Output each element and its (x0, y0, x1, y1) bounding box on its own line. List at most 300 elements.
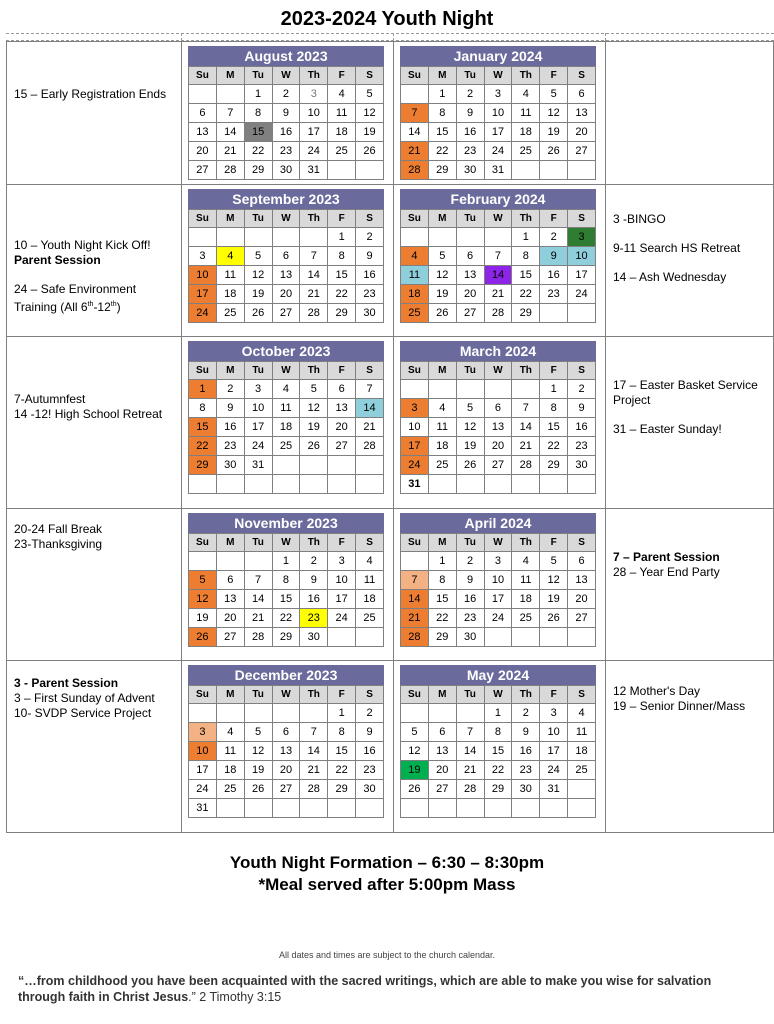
weekday-label: Th (300, 67, 328, 85)
day-cell: 14 (244, 590, 272, 609)
weekday-label: Su (401, 686, 429, 704)
day-cell: 22 (272, 609, 300, 628)
note-line: 31 – Easter Sunday! (613, 422, 722, 436)
day-cell: 22 (328, 761, 356, 780)
empty-cell (300, 475, 328, 494)
empty-cell (401, 85, 429, 104)
weekday-label: W (272, 67, 300, 85)
weekday-label: W (484, 67, 512, 85)
day-cell: 2 (456, 85, 484, 104)
day-cell: 5 (244, 247, 272, 266)
day-cell: 18 (401, 285, 429, 304)
day-cell: 6 (484, 399, 512, 418)
empty-cell (216, 704, 244, 723)
day-cell: 17 (540, 742, 568, 761)
week-row (401, 104, 596, 123)
month-grid (400, 361, 596, 494)
month-grid (188, 685, 384, 818)
note-line: 3 -BINGO (613, 212, 666, 226)
week-row (189, 742, 384, 761)
day-cell: 8 (328, 723, 356, 742)
right-notes (613, 378, 768, 437)
day-cell: 14 (216, 123, 244, 142)
day-cell: 5 (244, 723, 272, 742)
footer-meal-note: *Meal served after 5:00pm Mass (258, 875, 516, 894)
month-calendar (400, 513, 596, 647)
note-line: 14 -12! High School Retreat (14, 407, 163, 421)
day-cell: 5 (540, 85, 568, 104)
day-cell: 24 (401, 456, 429, 475)
day-cell: 2 (356, 228, 384, 247)
day-cell: 13 (216, 590, 244, 609)
day-cell: 13 (189, 123, 217, 142)
empty-cell (456, 380, 484, 399)
week-row (189, 247, 384, 266)
day-cell: 13 (568, 104, 596, 123)
week-row (189, 475, 384, 494)
row-divider (6, 184, 774, 185)
day-cell: 22 (540, 437, 568, 456)
day-cell: 4 (328, 85, 356, 104)
left-notes (14, 676, 179, 721)
day-cell: 28 (216, 161, 244, 180)
day-cell: 26 (428, 304, 456, 323)
weekday-label: S (356, 686, 384, 704)
day-cell: 29 (272, 628, 300, 647)
day-cell: 20 (328, 418, 356, 437)
day-cell: 27 (484, 456, 512, 475)
column-divider (393, 41, 394, 833)
day-cell: 28 (401, 628, 429, 647)
note-line: 14 – Ash Wednesday (613, 270, 727, 284)
weekday-label: S (356, 362, 384, 380)
empty-cell (456, 799, 484, 818)
week-row (401, 780, 596, 799)
empty-cell (540, 161, 568, 180)
weekday-label: W (272, 210, 300, 228)
weekday-label: S (356, 534, 384, 552)
empty-cell (568, 475, 596, 494)
day-cell: 12 (244, 266, 272, 285)
weekday-label: Tu (456, 67, 484, 85)
day-cell: 15 (484, 742, 512, 761)
day-cell: 26 (300, 437, 328, 456)
day-cell: 3 (484, 552, 512, 571)
empty-cell (540, 304, 568, 323)
empty-cell (484, 380, 512, 399)
day-cell: 24 (484, 142, 512, 161)
month-calendar (400, 46, 596, 180)
day-cell: 12 (356, 104, 384, 123)
day-cell: 22 (244, 142, 272, 161)
day-cell: 20 (568, 123, 596, 142)
empty-cell (356, 799, 384, 818)
month-calendar (188, 341, 384, 494)
weekday-row (189, 362, 384, 380)
week-row (401, 142, 596, 161)
week-row (189, 628, 384, 647)
day-cell: 30 (272, 161, 300, 180)
day-cell: 5 (428, 247, 456, 266)
month-calendar (188, 665, 384, 818)
day-cell: 7 (456, 723, 484, 742)
day-cell: 14 (300, 266, 328, 285)
day-cell: 17 (189, 285, 217, 304)
month-grid (188, 533, 384, 647)
day-cell: 27 (568, 142, 596, 161)
day-cell: 1 (189, 380, 217, 399)
empty-cell (216, 475, 244, 494)
weekday-label: Tu (244, 686, 272, 704)
day-cell: 2 (512, 704, 540, 723)
page-title: 2023-2024 Youth Night (280, 8, 494, 30)
week-row (189, 380, 384, 399)
month-header: March 2024 (400, 341, 596, 361)
day-cell: 14 (512, 418, 540, 437)
empty-cell (568, 304, 596, 323)
note-line: 12 Mother's Day (613, 684, 700, 698)
day-cell: 13 (272, 266, 300, 285)
week-row (189, 123, 384, 142)
week-row (189, 437, 384, 456)
right-notes (613, 550, 768, 580)
weekday-label: W (484, 362, 512, 380)
day-cell: 11 (401, 266, 429, 285)
day-cell: 18 (568, 742, 596, 761)
left-notes (14, 522, 179, 552)
day-cell: 13 (568, 571, 596, 590)
day-cell: 4 (216, 723, 244, 742)
weekday-label: S (356, 67, 384, 85)
day-cell: 9 (456, 571, 484, 590)
week-row (189, 266, 384, 285)
week-row (189, 399, 384, 418)
weekday-label: M (216, 362, 244, 380)
weekday-label: S (356, 210, 384, 228)
day-cell: 9 (356, 723, 384, 742)
day-cell: 10 (568, 247, 596, 266)
week-row (189, 456, 384, 475)
day-cell: 30 (216, 456, 244, 475)
month-header: December 2023 (188, 665, 384, 685)
week-row (401, 723, 596, 742)
week-row (401, 552, 596, 571)
day-cell: 28 (512, 456, 540, 475)
week-row (189, 161, 384, 180)
day-cell: 29 (512, 304, 540, 323)
empty-cell (401, 552, 429, 571)
weekday-label: Tu (244, 362, 272, 380)
empty-cell (189, 85, 217, 104)
empty-cell (356, 475, 384, 494)
day-cell: 3 (540, 704, 568, 723)
weekday-label: M (428, 534, 456, 552)
week-row (401, 247, 596, 266)
week-row (401, 704, 596, 723)
top-dashed-border (6, 33, 774, 41)
day-cell: 25 (512, 142, 540, 161)
month-grid (188, 66, 384, 180)
empty-cell (216, 552, 244, 571)
day-cell: 8 (540, 399, 568, 418)
empty-cell (356, 161, 384, 180)
day-cell: 15 (189, 418, 217, 437)
day-cell: 1 (244, 85, 272, 104)
day-cell: 31 (244, 456, 272, 475)
day-cell: 5 (401, 723, 429, 742)
day-cell: 3 (244, 380, 272, 399)
weekday-label: M (216, 210, 244, 228)
empty-cell (568, 780, 596, 799)
day-cell: 7 (401, 104, 429, 123)
day-cell: 5 (300, 380, 328, 399)
day-cell: 21 (300, 285, 328, 304)
day-cell: 28 (300, 304, 328, 323)
day-cell: 29 (328, 780, 356, 799)
day-cell: 22 (428, 609, 456, 628)
day-cell: 19 (189, 609, 217, 628)
day-cell: 1 (428, 552, 456, 571)
empty-cell (428, 380, 456, 399)
empty-cell (512, 799, 540, 818)
month-header: February 2024 (400, 189, 596, 209)
day-cell: 16 (456, 123, 484, 142)
day-cell: 10 (189, 742, 217, 761)
empty-cell (272, 704, 300, 723)
day-cell: 28 (401, 161, 429, 180)
day-cell: 8 (328, 247, 356, 266)
weekday-label: Su (189, 210, 217, 228)
weekday-label: S (568, 534, 596, 552)
day-cell: 9 (356, 247, 384, 266)
empty-cell (568, 628, 596, 647)
day-cell: 21 (244, 609, 272, 628)
day-cell: 31 (540, 780, 568, 799)
week-row (401, 799, 596, 818)
day-cell: 13 (272, 742, 300, 761)
day-cell: 19 (401, 761, 429, 780)
day-cell: 9 (568, 399, 596, 418)
weekday-label: Su (401, 534, 429, 552)
day-cell: 3 (568, 228, 596, 247)
scripture-quote (18, 973, 758, 1005)
day-cell: 23 (512, 761, 540, 780)
week-row (401, 761, 596, 780)
day-cell: 25 (272, 437, 300, 456)
day-cell: 25 (216, 780, 244, 799)
day-cell: 29 (189, 456, 217, 475)
day-cell: 14 (401, 590, 429, 609)
day-cell: 14 (401, 123, 429, 142)
day-cell: 2 (216, 380, 244, 399)
day-cell: 23 (456, 609, 484, 628)
empty-cell (244, 704, 272, 723)
day-cell: 27 (272, 304, 300, 323)
day-cell: 7 (484, 247, 512, 266)
disclaimer: All dates and times are subject to the church calendar. (278, 950, 496, 960)
day-cell: 14 (356, 399, 384, 418)
day-cell: 25 (401, 304, 429, 323)
day-cell: 3 (401, 399, 429, 418)
day-cell: 22 (512, 285, 540, 304)
day-cell: 26 (244, 780, 272, 799)
day-cell: 19 (244, 285, 272, 304)
weekday-label: Tu (456, 362, 484, 380)
empty-cell (484, 799, 512, 818)
empty-cell (216, 799, 244, 818)
day-cell: 6 (328, 380, 356, 399)
month-header: August 2023 (188, 46, 384, 66)
day-cell: 14 (300, 742, 328, 761)
month-header: September 2023 (188, 189, 384, 209)
empty-cell (244, 228, 272, 247)
day-cell: 17 (328, 590, 356, 609)
quote-citation: .” 2 Timothy 3:15 (188, 990, 282, 1004)
month-grid (400, 66, 596, 180)
note-line: 24 – Safe Environment Training (All 6th-12th) (14, 282, 137, 314)
day-cell: 20 (428, 761, 456, 780)
empty-cell (189, 704, 217, 723)
day-cell: 7 (300, 723, 328, 742)
weekday-label: Tu (456, 210, 484, 228)
week-row (401, 85, 596, 104)
day-cell: 10 (300, 104, 328, 123)
week-row (189, 304, 384, 323)
day-cell: 22 (428, 142, 456, 161)
day-cell: 25 (328, 142, 356, 161)
day-cell: 4 (428, 399, 456, 418)
day-cell: 2 (456, 552, 484, 571)
month-calendar (188, 189, 384, 323)
day-cell: 1 (512, 228, 540, 247)
day-cell: 12 (456, 418, 484, 437)
dashed-divider (181, 33, 182, 41)
day-cell: 16 (216, 418, 244, 437)
day-cell: 30 (512, 780, 540, 799)
empty-cell (328, 456, 356, 475)
day-cell: 16 (540, 266, 568, 285)
day-cell: 8 (512, 247, 540, 266)
day-cell: 16 (456, 590, 484, 609)
day-cell: 6 (456, 247, 484, 266)
right-notes (613, 684, 768, 714)
day-cell: 11 (428, 418, 456, 437)
day-cell: 20 (568, 590, 596, 609)
day-cell: 27 (428, 780, 456, 799)
week-row (401, 437, 596, 456)
day-cell: 12 (540, 571, 568, 590)
day-cell: 25 (428, 456, 456, 475)
day-cell: 9 (456, 104, 484, 123)
weekday-label: Tu (244, 534, 272, 552)
day-cell: 11 (272, 399, 300, 418)
weekday-label: Tu (244, 210, 272, 228)
day-cell: 31 (300, 161, 328, 180)
day-cell: 15 (272, 590, 300, 609)
day-cell: 7 (356, 380, 384, 399)
empty-cell (189, 228, 217, 247)
day-cell: 24 (300, 142, 328, 161)
day-cell: 22 (484, 761, 512, 780)
weekday-label: Su (189, 686, 217, 704)
day-cell: 4 (401, 247, 429, 266)
day-cell: 1 (328, 704, 356, 723)
weekday-label: F (540, 67, 568, 85)
weekday-label: Th (300, 210, 328, 228)
note-line: 3 - Parent Session (14, 676, 119, 690)
day-cell: 6 (568, 552, 596, 571)
weekday-label: M (428, 686, 456, 704)
day-cell: 3 (189, 723, 217, 742)
day-cell: 24 (244, 437, 272, 456)
weekday-row (189, 67, 384, 85)
empty-cell (401, 228, 429, 247)
day-cell: 6 (272, 247, 300, 266)
day-cell: 1 (428, 85, 456, 104)
weekday-label: Th (512, 67, 540, 85)
day-cell: 12 (428, 266, 456, 285)
day-cell: 21 (456, 761, 484, 780)
weekday-label: Th (300, 686, 328, 704)
day-cell: 28 (456, 780, 484, 799)
day-cell: 29 (428, 161, 456, 180)
empty-cell (216, 85, 244, 104)
day-cell: 6 (216, 571, 244, 590)
month-grid (400, 533, 596, 647)
month-calendar (188, 46, 384, 180)
day-cell: 22 (189, 437, 217, 456)
day-cell: 28 (356, 437, 384, 456)
empty-cell (244, 552, 272, 571)
weekday-label: S (568, 210, 596, 228)
weekday-label: W (272, 686, 300, 704)
empty-cell (216, 228, 244, 247)
weekday-label: F (540, 534, 568, 552)
week-row (401, 590, 596, 609)
day-cell: 2 (568, 380, 596, 399)
day-cell: 24 (189, 304, 217, 323)
weekday-label: M (216, 67, 244, 85)
weekday-label: F (540, 210, 568, 228)
day-cell: 7 (244, 571, 272, 590)
weekday-row (401, 362, 596, 380)
weekday-label: F (540, 362, 568, 380)
day-cell: 3 (189, 247, 217, 266)
day-cell: 20 (456, 285, 484, 304)
weekday-label: S (568, 686, 596, 704)
day-cell: 10 (328, 571, 356, 590)
empty-cell (428, 475, 456, 494)
day-cell: 16 (356, 742, 384, 761)
day-cell: 8 (428, 104, 456, 123)
day-cell: 18 (512, 590, 540, 609)
week-row (401, 266, 596, 285)
empty-cell (328, 628, 356, 647)
empty-cell (300, 704, 328, 723)
day-cell: 18 (216, 761, 244, 780)
empty-cell (272, 228, 300, 247)
week-row (401, 742, 596, 761)
day-cell: 14 (456, 742, 484, 761)
day-cell: 19 (540, 123, 568, 142)
week-row (401, 399, 596, 418)
weekday-label: F (540, 686, 568, 704)
weekday-label: M (428, 210, 456, 228)
weekday-label: Su (401, 362, 429, 380)
note-line: 28 – Year End Party (613, 565, 720, 579)
week-row (189, 85, 384, 104)
note-line: 19 – Senior Dinner/Mass (613, 699, 746, 713)
